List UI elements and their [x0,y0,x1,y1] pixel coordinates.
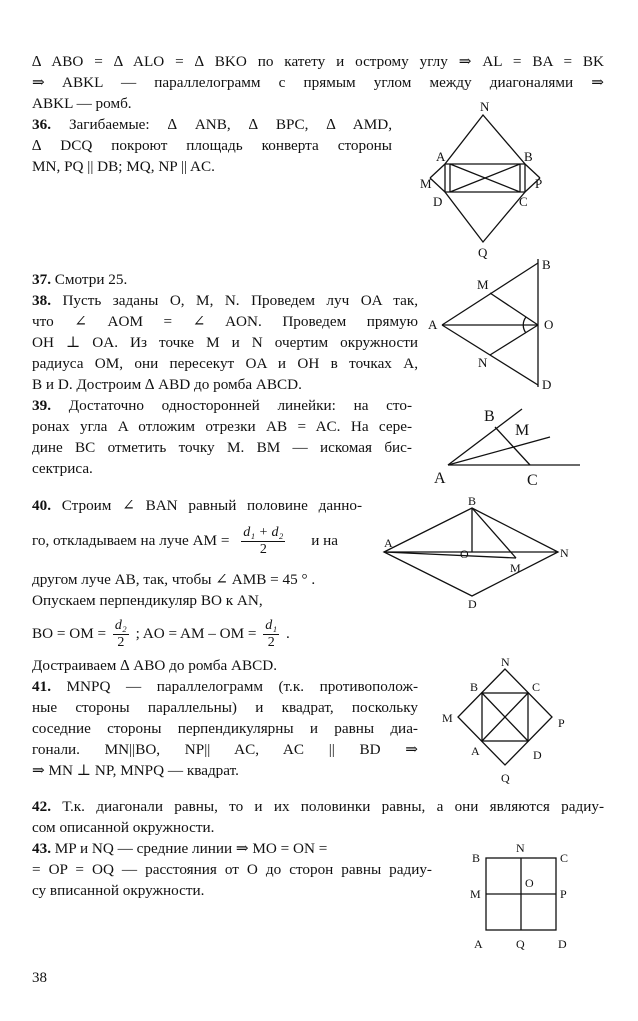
problem-38-line-4: радиуса OM, они пересекут OA и OH в точках A, [32,355,418,372]
fig43-label-C: C [560,851,569,865]
fig39-label-B: B [484,408,495,425]
fig43-label-Q: Q [516,937,525,951]
fig40-label-B: B [468,494,477,508]
fig36-label-Q: Q [478,245,488,260]
problem-40-line-4: Опускаем перпендикуляр BO к AN, [32,592,263,609]
fig41-label-A: A [471,744,480,758]
fig43-label-D: D [558,937,567,951]
problem-39-line-4: сектриса. [32,460,93,477]
figure-41-square [430,655,580,785]
problem-41-line-2: ные стороны параллельны) и квадрат, поскольку [32,699,418,716]
fig36-label-A: A [436,149,446,164]
problem-42-line-1: 42. Т.к. диагонали равны, то и их половинки равны, а они являются радиу- [32,798,604,815]
intro-line-3: ABKL — ромб. [32,95,132,112]
problem-37-line-1: 37. Смотри 25. [32,271,128,288]
fig39-label-C: C [527,472,538,489]
problem-42-line-2: сом описанной окружности. [32,819,215,836]
figure-36-envelope [400,100,580,270]
fig43-label-O: O [525,876,534,890]
fig41-label-M: M [442,711,453,725]
problem-43-line-2: = OP = OQ — расстояния от O до сторон равны радиу- [32,861,432,878]
problem-36-number: 36. [32,116,51,133]
fig36-label-C: C [519,194,528,209]
fig41-label-N: N [501,655,510,669]
problem-40-line-5: BO = OM = $\frac{\text{d₂}}{2}$ ; AO = AM – OM = $\frac{\text{d₁}}{2}$ . [32,618,290,651]
fig36-label-D: D [433,194,443,209]
problem-38-line-3: OH ⊥ OA. Из точке M и N очертим окружности [32,334,418,351]
fig43-label-A: A [474,937,483,951]
intro-line-1: ∆ ABO = ∆ ALO = ∆ BKO по катету и острому углу ⇒ AL = BA = BK [32,53,604,70]
fig40-label-A: A [384,536,393,550]
problem-41-line-1: 41. MNPQ — параллелограмм (т.к. противополож- [32,678,418,695]
fig39-label-M: M [515,422,530,439]
fig36-label-B: B [524,149,533,164]
problem-43-line-1: 43. MP и NQ — средние линии ⇒ MO = ON = [32,840,328,857]
problem-40-line-1: 40. Строим ∠ BAN равный половине данно- [32,497,362,514]
figure-39-bisector [420,395,590,490]
figure-43-square-midlines [460,838,590,956]
problem-41-line-3: соседние стороны перпендикулярны и равны диа- [32,720,418,737]
fig40-label-M: M [510,561,521,575]
fig38-label-N: N [478,355,488,370]
fig41-label-B: B [470,680,479,694]
fig41-label-Q: Q [501,771,510,785]
intro-line-2: ⇒ ABKL — параллелограмм с прямым углом между диагоналями ⇒ [32,74,604,91]
figure-38-rhombus-construction [420,255,580,395]
fig38-label-A: A [428,317,438,332]
problem-39-line-2: ронах угла A отложим отрезки AB = AC. На сере- [32,418,412,435]
problem-40-line-2: го, откладываем на луче AM = $\frac{\text{d₁ + d₂}}{2}$ и на [32,525,338,558]
fig36-label-N: N [480,99,490,114]
fig43-label-P: P [560,887,567,901]
problem-43-line-3: су вписанной окружности. [32,882,205,899]
fig41-label-D: D [533,748,542,762]
fig43-label-N: N [516,841,525,855]
fig38-label-B: B [542,257,551,272]
problem-39-line-3: дине BC отметить точку M. BM — искомая бис- [32,439,412,456]
problem-40-line-3: другом луче AB, так, чтобы ∠ AMB = 45 ° . [32,571,316,588]
fig40-label-O: O [460,547,469,561]
problem-38-line-5: B и D. Достроим ∆ ABD до ромба ABCD. [32,376,302,393]
problem-39-line-1: 39. Достаточно односторонней линейки: на сто- [32,397,412,414]
fig36-label-P: P [535,176,543,191]
problem-36-line-1: 36. Загибаемые: ∆ ANB, ∆ BPC, ∆ AMD, [32,116,392,133]
fig38-label-M: M [477,277,489,292]
figure-40-rhombus [380,494,580,614]
fig39-label-A: A [434,470,446,487]
fig40-label-N: N [560,546,569,560]
fig41-label-P: P [558,716,565,730]
problem-38-line-1: 38. Пусть заданы O, M, N. Проведем луч OA так, [32,292,418,309]
problem-41-line-5: ⇒ MN ⊥ NP, MNPQ — квадрат. [32,762,239,779]
problem-40-line-6: Достраиваем ∆ ABO до ромба ABCD. [32,657,278,674]
problem-36-line-3: MN, PQ || DB; MQ, NP || AC. [32,158,215,175]
fig41-label-C: C [532,680,541,694]
fig38-label-D: D [542,377,552,392]
problem-38-line-2: что ∠ AOM = ∠ AON. Проведем прямую [32,313,418,330]
page-number: 38 [32,970,47,986]
fig43-label-B: B [472,851,481,865]
fig38-label-O: O [544,317,554,332]
fig40-label-D: D [468,597,477,611]
problem-41-line-4: гонали. MN||BO, NP|| AC, AC || BD ⇒ [32,741,418,758]
fig36-label-M: M [420,176,432,191]
problem-36-line-2: ∆ DCQ покроют площадь конверта стороны [32,137,392,154]
fig43-label-M: M [470,887,481,901]
